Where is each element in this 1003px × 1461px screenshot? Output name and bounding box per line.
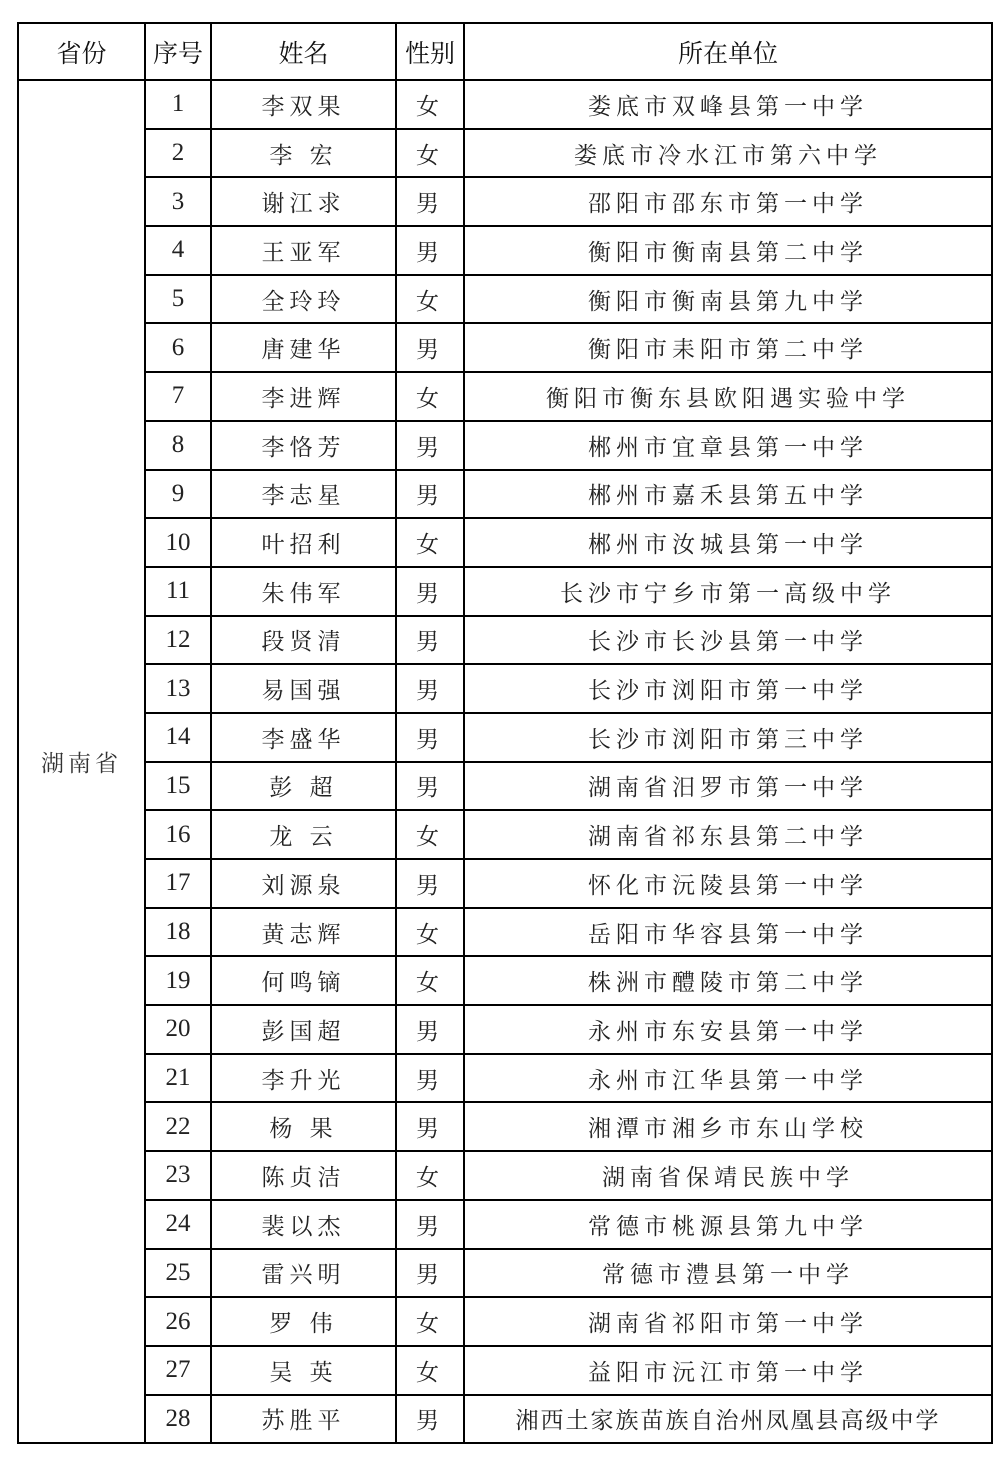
header-index: 序号 (145, 23, 211, 80)
province-cell: 湖南省 (18, 80, 145, 1443)
name-cell: 李双果 (211, 80, 396, 129)
table-row (18, 275, 992, 324)
unit-cell: 湘潭市湘乡市东山学校 (464, 1102, 992, 1151)
unit-cell: 常德市澧县第一中学 (464, 1249, 992, 1298)
gender-cell: 女 (396, 810, 464, 859)
table-row (18, 80, 992, 129)
unit-cell: 娄底市冷水江市第六中学 (464, 129, 992, 178)
index-cell: 5 (145, 275, 211, 324)
gender-cell: 男 (396, 177, 464, 226)
index-cell: 19 (145, 956, 211, 1005)
table-row (18, 129, 992, 178)
unit-cell: 衡阳市衡南县第二中学 (464, 226, 992, 275)
index-cell: 9 (145, 470, 211, 519)
gender-cell: 女 (396, 1346, 464, 1395)
unit-cell: 湘西土家族苗族自治州凤凰县高级中学 (464, 1395, 992, 1444)
gender-cell: 女 (396, 956, 464, 1005)
table-row (18, 1200, 992, 1249)
name-cell: 龙 云 (211, 810, 396, 859)
index-cell: 17 (145, 859, 211, 908)
index-cell: 27 (145, 1346, 211, 1395)
name-cell: 段贤清 (211, 616, 396, 665)
unit-cell: 郴州市汝城县第一中学 (464, 518, 992, 567)
name-cell: 李进辉 (211, 372, 396, 421)
unit-cell: 怀化市沅陵县第一中学 (464, 859, 992, 908)
table-row (18, 908, 992, 957)
table-row (18, 1102, 992, 1151)
table-row (18, 323, 992, 372)
unit-cell: 邵阳市邵东市第一中学 (464, 177, 992, 226)
unit-cell: 郴州市嘉禾县第五中学 (464, 470, 992, 519)
gender-cell: 男 (396, 1005, 464, 1054)
name-cell: 叶招利 (211, 518, 396, 567)
header-province: 省份 (18, 23, 145, 80)
name-cell: 谢江求 (211, 177, 396, 226)
gender-cell: 女 (396, 372, 464, 421)
index-cell: 2 (145, 129, 211, 178)
index-cell: 6 (145, 323, 211, 372)
index-cell: 18 (145, 908, 211, 957)
header-unit: 所在单位 (464, 23, 992, 80)
unit-cell: 衡阳市耒阳市第二中学 (464, 323, 992, 372)
name-cell: 吴 英 (211, 1346, 396, 1395)
gender-cell: 男 (396, 1200, 464, 1249)
name-cell: 何鸣镝 (211, 956, 396, 1005)
index-cell: 22 (145, 1102, 211, 1151)
table-row (18, 1005, 992, 1054)
name-cell: 彭 超 (211, 762, 396, 811)
gender-cell: 男 (396, 470, 464, 519)
unit-cell: 永州市江华县第一中学 (464, 1054, 992, 1103)
unit-cell: 湖南省汨罗市第一中学 (464, 762, 992, 811)
index-cell: 14 (145, 713, 211, 762)
gender-cell: 女 (396, 908, 464, 957)
index-cell: 15 (145, 762, 211, 811)
roster-table (17, 22, 993, 1444)
table-row (18, 616, 992, 665)
unit-cell: 湖南省保靖民族中学 (464, 1151, 992, 1200)
gender-cell: 男 (396, 421, 464, 470)
table-row (18, 1151, 992, 1200)
index-cell: 21 (145, 1054, 211, 1103)
index-cell: 10 (145, 518, 211, 567)
gender-cell: 女 (396, 518, 464, 567)
gender-cell: 男 (396, 616, 464, 665)
table-row (18, 810, 992, 859)
table-body (18, 80, 992, 1443)
name-cell: 黄志辉 (211, 908, 396, 957)
unit-cell: 衡阳市衡南县第九中学 (464, 275, 992, 324)
unit-cell: 益阳市沅江市第一中学 (464, 1346, 992, 1395)
unit-cell: 岳阳市华容县第一中学 (464, 908, 992, 957)
index-cell: 20 (145, 1005, 211, 1054)
name-cell: 李志星 (211, 470, 396, 519)
table-row (18, 664, 992, 713)
gender-cell: 男 (396, 1102, 464, 1151)
index-cell: 7 (145, 372, 211, 421)
unit-cell: 长沙市宁乡市第一高级中学 (464, 567, 992, 616)
gender-cell: 女 (396, 1151, 464, 1200)
header-gender: 性别 (396, 23, 464, 80)
index-cell: 1 (145, 80, 211, 129)
name-cell: 易国强 (211, 664, 396, 713)
unit-cell: 湖南省祁阳市第一中学 (464, 1297, 992, 1346)
unit-cell: 常德市桃源县第九中学 (464, 1200, 992, 1249)
name-cell: 王亚军 (211, 226, 396, 275)
name-cell: 苏胜平 (211, 1395, 396, 1444)
index-cell: 13 (145, 664, 211, 713)
table-row (18, 859, 992, 908)
unit-cell: 株洲市醴陵市第二中学 (464, 956, 992, 1005)
table-row (18, 518, 992, 567)
name-cell: 朱伟军 (211, 567, 396, 616)
unit-cell: 长沙市浏阳市第三中学 (464, 713, 992, 762)
name-cell: 陈贞洁 (211, 1151, 396, 1200)
table-row (18, 421, 992, 470)
gender-cell: 女 (396, 80, 464, 129)
table-row (18, 177, 992, 226)
index-cell: 4 (145, 226, 211, 275)
index-cell: 23 (145, 1151, 211, 1200)
table-row (18, 956, 992, 1005)
unit-cell: 长沙市长沙县第一中学 (464, 616, 992, 665)
unit-cell: 郴州市宜章县第一中学 (464, 421, 992, 470)
index-cell: 8 (145, 421, 211, 470)
index-cell: 25 (145, 1249, 211, 1298)
unit-cell: 娄底市双峰县第一中学 (464, 80, 992, 129)
index-cell: 11 (145, 567, 211, 616)
gender-cell: 男 (396, 1395, 464, 1444)
table-row (18, 1395, 992, 1444)
name-cell: 李盛华 (211, 713, 396, 762)
header-row (18, 23, 992, 80)
name-cell: 唐建华 (211, 323, 396, 372)
index-cell: 16 (145, 810, 211, 859)
gender-cell: 男 (396, 859, 464, 908)
header-name: 姓名 (211, 23, 396, 80)
index-cell: 28 (145, 1395, 211, 1444)
gender-cell: 男 (396, 762, 464, 811)
gender-cell: 男 (396, 1249, 464, 1298)
index-cell: 24 (145, 1200, 211, 1249)
name-cell: 杨 果 (211, 1102, 396, 1151)
name-cell: 李升光 (211, 1054, 396, 1103)
table-row (18, 226, 992, 275)
table-row (18, 1346, 992, 1395)
gender-cell: 男 (396, 1054, 464, 1103)
table-row (18, 372, 992, 421)
name-cell: 裴以杰 (211, 1200, 396, 1249)
table-row (18, 762, 992, 811)
gender-cell: 男 (396, 664, 464, 713)
gender-cell: 男 (396, 713, 464, 762)
index-cell: 12 (145, 616, 211, 665)
table-row (18, 713, 992, 762)
index-cell: 3 (145, 177, 211, 226)
gender-cell: 男 (396, 567, 464, 616)
index-cell: 26 (145, 1297, 211, 1346)
gender-cell: 女 (396, 275, 464, 324)
name-cell: 罗 伟 (211, 1297, 396, 1346)
table-row (18, 470, 992, 519)
unit-cell: 长沙市浏阳市第一中学 (464, 664, 992, 713)
name-cell: 彭国超 (211, 1005, 396, 1054)
table-row (18, 1249, 992, 1298)
name-cell: 刘源泉 (211, 859, 396, 908)
table-row (18, 1297, 992, 1346)
unit-cell: 衡阳市衡东县欧阳遇实验中学 (464, 372, 992, 421)
gender-cell: 女 (396, 129, 464, 178)
table-row (18, 567, 992, 616)
unit-cell: 湖南省祁东县第二中学 (464, 810, 992, 859)
name-cell: 李恪芳 (211, 421, 396, 470)
name-cell: 李 宏 (211, 129, 396, 178)
unit-cell: 永州市东安县第一中学 (464, 1005, 992, 1054)
name-cell: 雷兴明 (211, 1249, 396, 1298)
table-row (18, 1054, 992, 1103)
gender-cell: 男 (396, 226, 464, 275)
name-cell: 全玲玲 (211, 275, 396, 324)
gender-cell: 男 (396, 323, 464, 372)
gender-cell: 女 (396, 1297, 464, 1346)
